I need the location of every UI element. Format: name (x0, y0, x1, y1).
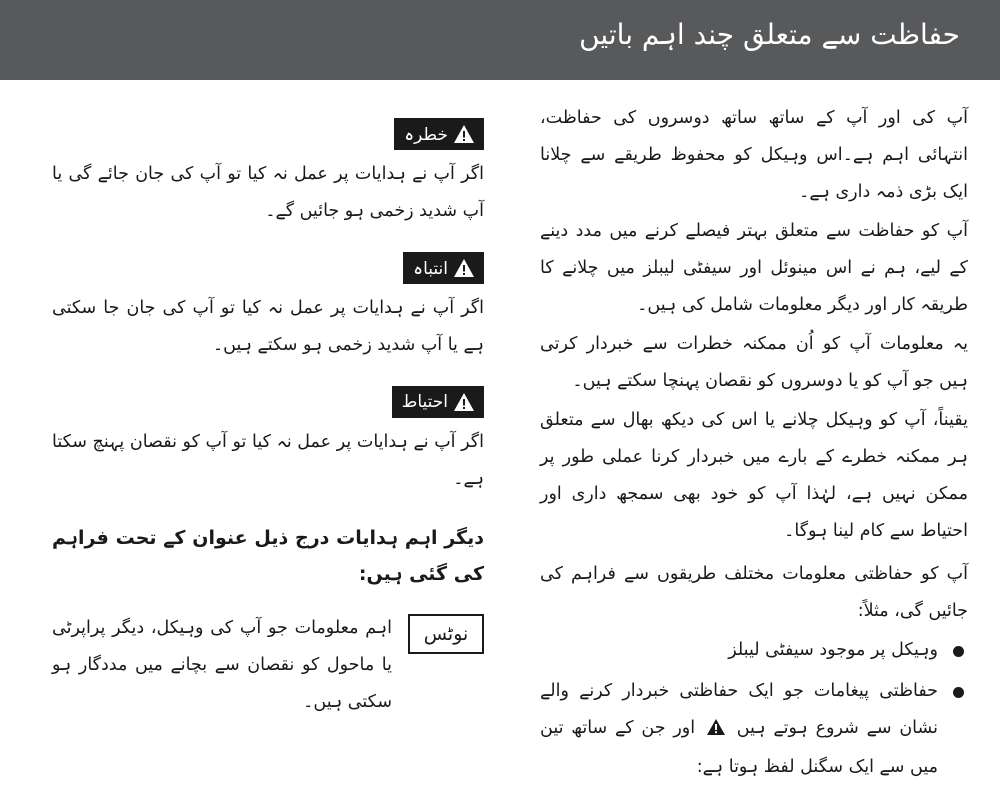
warning-triangle-icon (454, 393, 474, 411)
danger-label: خطرہ (404, 124, 448, 145)
warning-badge (403, 252, 484, 284)
forms-paragraph: آپ کو حفاظتی معلومات مختلف طریقوں سے فراہم کی جائیں گی، مثلاً: (540, 564, 968, 621)
list-item-text: وہیکل پر موجود سیفٹی لیبلز (728, 640, 938, 660)
other-instructions-heading: دیگر اہم ہدایات درج ذیل عنوان کے تحت فراہم کی گئی ہیں: (52, 527, 484, 585)
caution-row (52, 386, 484, 418)
bullet-dot-icon (953, 646, 964, 657)
warning-label: انتباہ (413, 258, 448, 279)
warning-text: اگر آپ نے ہدایات پر عمل نہ کیا تو آپ کی جان جا سکتی ہے یا آپ شدید زخمی ہو سکتے ہیں۔ (52, 298, 484, 355)
right-column (540, 100, 968, 790)
caution-badge (392, 386, 484, 418)
notes-text: اہم معلومات جو آپ کی وہیکل، دیگر پراپرٹی یا ماحول کو نقصان سے بچانے میں مددگار ہو سکتی ہیں۔ (52, 618, 392, 712)
danger-text: اگر آپ نے ہدایات پر عمل نہ کیا تو آپ کی جان جائے گی یا آپ شدید زخمی ہو جائیں گے۔ (52, 164, 484, 221)
list-item (540, 673, 968, 786)
danger-row (52, 118, 484, 150)
intro-paragraph: آپ کی اور آپ کے ساتھ ساتھ دوسروں کی حفاظت، انتہائی اہم ہے۔اس وہیکل کو محفوظ طریقے سے چلانا ایک بڑی ذمہ داری ہے۔ (540, 108, 968, 202)
page-header (0, 0, 1000, 80)
warning-triangle-icon (454, 125, 474, 143)
notes-block (52, 610, 484, 721)
warning-triangle-icon (454, 259, 474, 277)
list-item-text-before: حفاظتی پیغامات جو ایک حفاظتی خبردار کرنے والے نشان سے شروع ہوتے ہیں (540, 681, 938, 738)
info-forms-list (540, 632, 968, 786)
list-item (540, 632, 968, 669)
caution-paragraph: یقیناً، آپ کو وہیکل چلانے یا اس کی دیکھ بھال سے متعلق ہر ممکنہ خطرے کے بارے میں خبردار کرنا عملی طور پر ممکن نہیں ہے، لہٰذا آپ کو خود بھی سمجھ داری اور احتیاط سے کام لینا ہوگا۔ (540, 410, 968, 541)
notes-badge: نوٹس (408, 614, 484, 654)
caution-text: اگر آپ نے ہدایات پر عمل نہ کیا تو آپ کو نقصان پہنچ سکتا ہے۔ (52, 432, 484, 489)
list-item-text-after: اور جن کے ساتھ تین میں سے ایک سگنل لفظ ہوتا ہے: (540, 718, 938, 777)
danger-badge (394, 118, 484, 150)
bullet-dot-icon (953, 687, 964, 698)
warning-row (52, 252, 484, 284)
warning-triangle-icon (707, 712, 725, 749)
left-column (52, 118, 484, 739)
page-title: حفاظت سے متعلق چند اہم باتیں (579, 18, 960, 51)
decision-paragraph: آپ کو حفاظت سے متعلق بہتر فیصلے کرنے میں مدد دینے کے لیے، ہم نے اس مینوئل اور سیفٹی لیبلز میں چلانے کا طریقہ کار اور دیگر معلومات شامل کی ہیں۔ (540, 221, 968, 315)
caution-label: احتیاط (401, 392, 448, 412)
hazards-paragraph: یہ معلومات آپ کو اُن ممکنہ خطرات سے خبردار کرتی ہیں جو آپ کو یا دوسروں کو نقصان پہنچا سکتے ہیں۔ (540, 334, 968, 391)
